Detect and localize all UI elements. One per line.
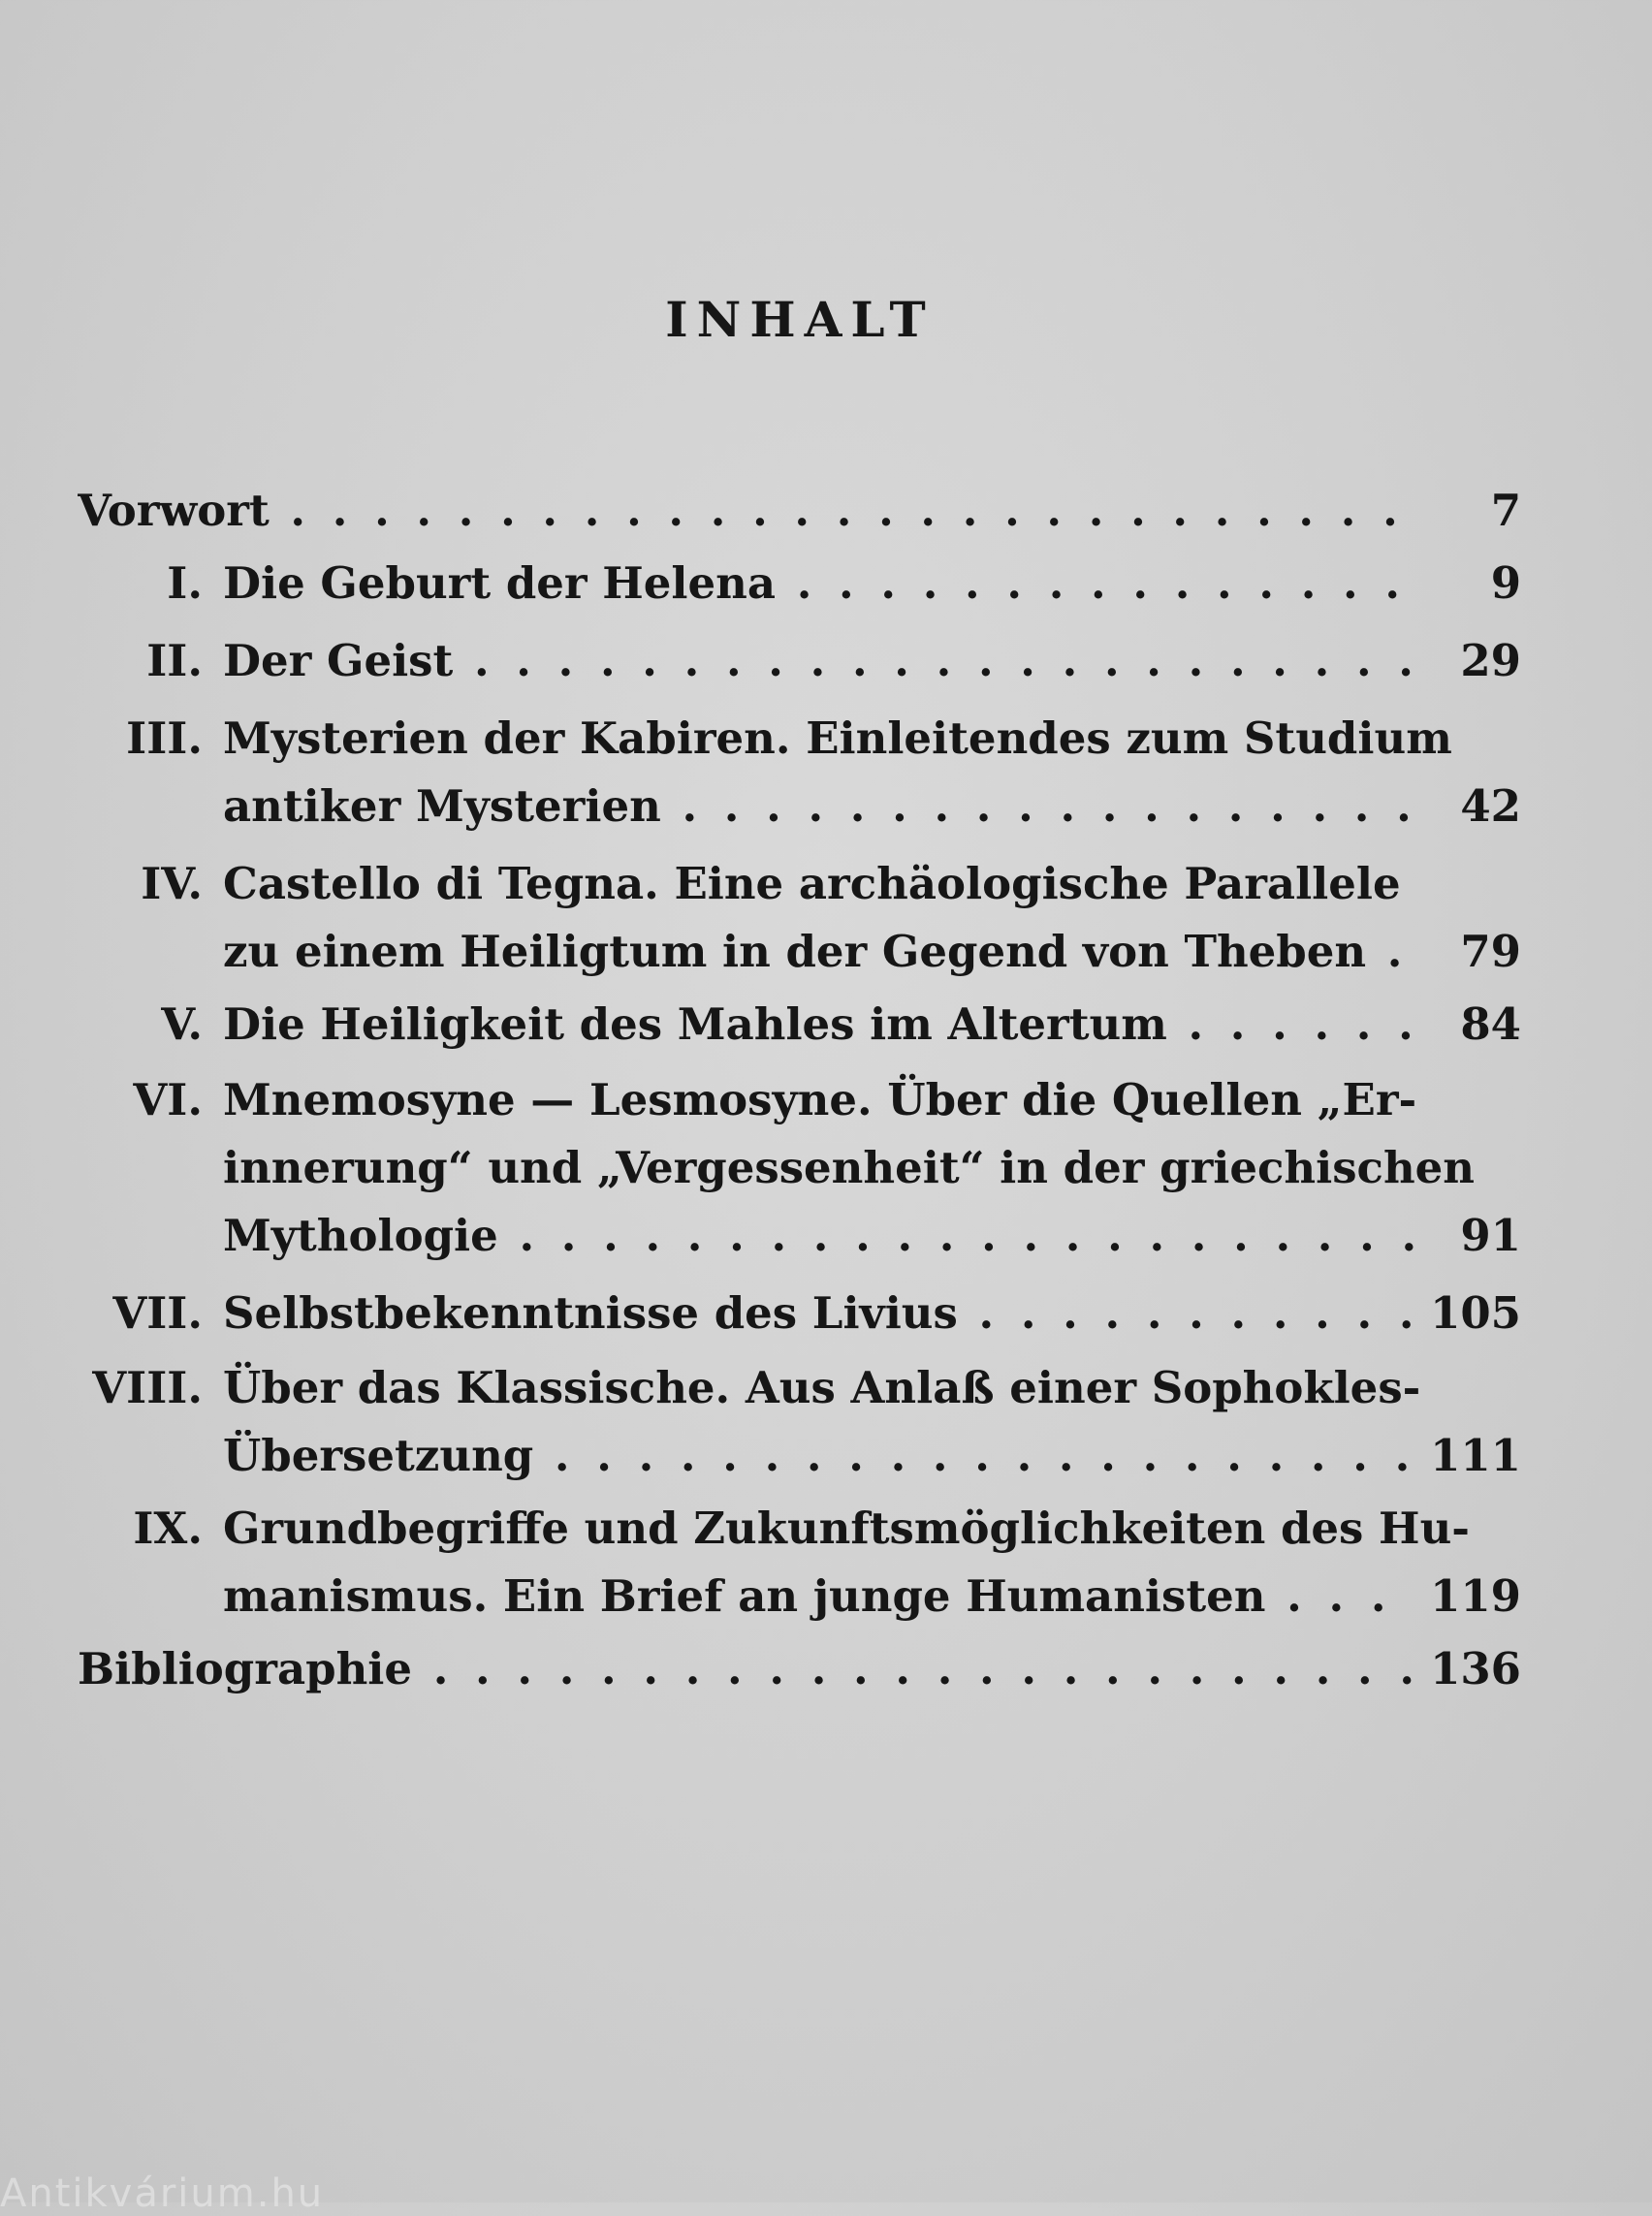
chapter-number: VIII. [92,1362,203,1413]
entry-title: Die Geburt der Helena . . . [223,557,1415,609]
entry-title: Über das Klassische. Aus Anlaß einer Sophokles- [223,1362,1421,1413]
toc-entry-5 [0,998,1652,1066]
page-number: 105 [1430,1287,1521,1339]
entry-title: Die Heiligkeit des Mahles im Altertum . . . [223,998,1415,1050]
chapter-number: I. [167,557,203,609]
page-number: 136 [1430,1643,1521,1694]
toc-entry-9 [0,1503,1652,1638]
toc-entry-3 [0,712,1652,848]
toc-entry-6 [0,1074,1652,1278]
entry-title-continued: innerung“ und „Vergessenheit“ in der griechischen [223,1142,1476,1193]
page-title: INHALT [665,291,935,348]
watermark-text: Antikvárium.hu [0,2171,325,2216]
entry-title-continued: manismus. Ein Brief an junge Humanisten . . . [223,1570,1415,1622]
entry-title: Mysterien der Kabiren. Einleitendes zum Studium [223,712,1452,764]
toc-entry-4 [0,858,1652,994]
toc-entry-bibliographie [0,1643,1652,1711]
page-number: 7 [1490,485,1521,536]
page-number: 42 [1460,780,1521,832]
entry-title: Bibliographie . . . [78,1643,1415,1694]
chapter-number: VII. [112,1287,203,1339]
entry-title-continued: antiker Mysterien . . . [223,780,1415,832]
entry-title-continued: zu einem Heiligtum in der Gegend von Theben . . . [223,926,1415,977]
page-number: 79 [1460,926,1521,977]
chapter-number: VI. [133,1074,203,1125]
page-number: 29 [1460,635,1521,686]
page-number: 111 [1430,1430,1521,1481]
entry-title: Vorwort . . . [78,485,1415,536]
chapter-number: II. [146,635,203,686]
page-number: 91 [1460,1210,1521,1261]
chapter-number: V. [161,998,203,1050]
page-number: 9 [1490,557,1521,609]
toc-entry-7 [0,1287,1652,1355]
chapter-number: IV. [141,858,203,909]
toc-entry-8 [0,1362,1652,1498]
page-number: 84 [1460,998,1521,1050]
page-number: 119 [1430,1570,1521,1622]
entry-title-continued: Übersetzung . . . [223,1430,1415,1481]
entry-title: Selbstbekenntnisse des Livius . . . [223,1287,1415,1339]
entry-title-continued: Mythologie . . . [223,1210,1415,1261]
toc-entry-1 [0,557,1652,625]
chapter-number: IX. [133,1503,203,1554]
entry-title: Grundbegriffe und Zukunftsmöglichkeiten des Hu- [223,1503,1470,1554]
toc-entry-2 [0,635,1652,703]
chapter-number: III. [126,712,203,764]
toc-entry-vorwort [0,485,1652,553]
entry-title: Der Geist . . . [223,635,1415,686]
entry-title: Castello di Tegna. Eine archäologische Parallele [223,858,1401,909]
entry-title: Mnemosyne — Lesmosyne. Über die Quellen „Er- [223,1074,1417,1125]
